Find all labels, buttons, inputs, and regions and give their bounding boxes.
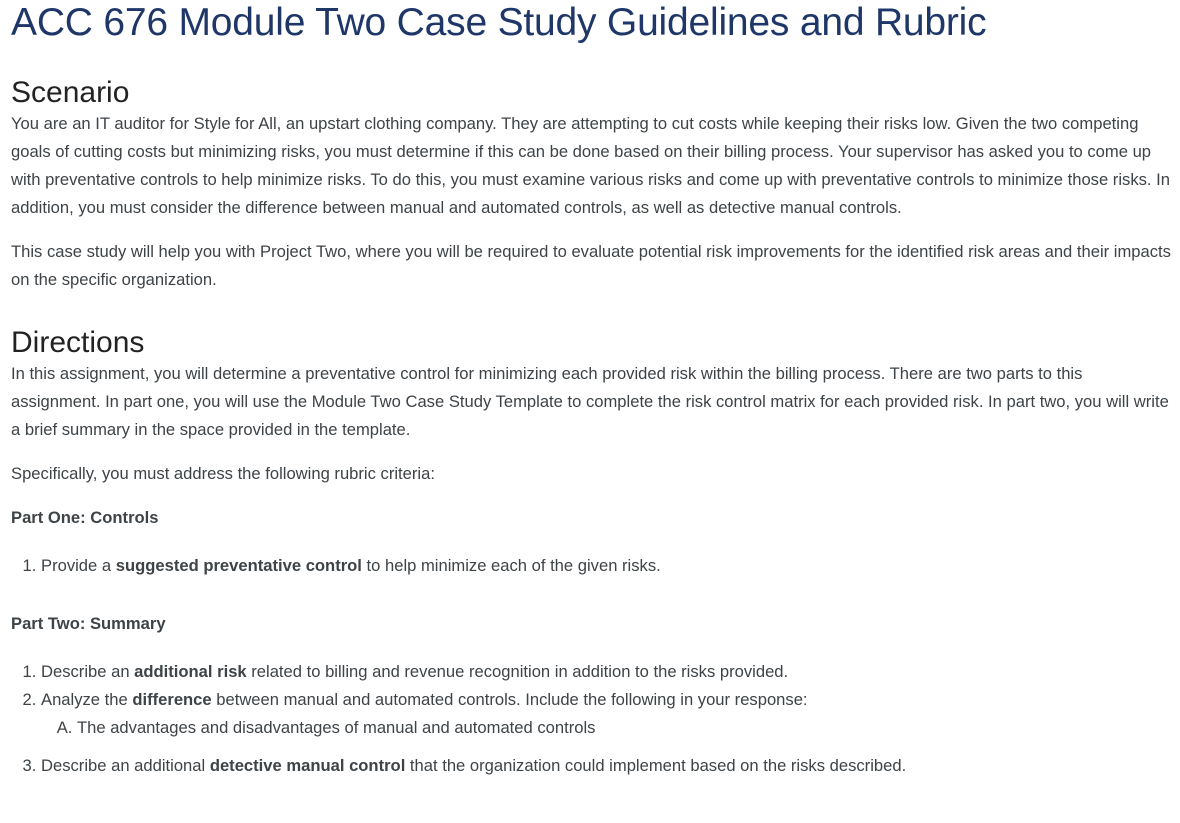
scenario-paragraph-2: This case study will help you with Project Two, where you will be required to evaluate potential risk improvements for the identified risk areas and their impacts on the specific organization. — [11, 242, 1171, 289]
directions-heading: Directions — [11, 326, 145, 359]
criteria-intro: Specifically, you must address the following rubric criteria: — [11, 464, 435, 483]
part-two-label: Part Two: Summary — [11, 614, 166, 633]
list-item: 1. Describe an additional risk related to billing and revenue recognition in addition to the risks provided. — [41, 658, 1172, 686]
list-item: 1. Provide a suggested preventative control to help minimize each of the given risks. — [41, 552, 1172, 580]
page-title: ACC 676 Module Two Case Study Guidelines and Rubric — [11, 1, 987, 44]
scenario-heading: Scenario — [11, 76, 130, 109]
part-one-label: Part One: Controls — [11, 508, 159, 527]
part-two-list — [11, 658, 1172, 780]
scenario-paragraph: You are an IT auditor for Style for All, an upstart clothing company. They are attempting to cut costs while keeping their risks low. Given the two competing goals of cutting costs but minimizing risks, you must determine if this can be done based on their billing process. Your supervisor has asked you to come up with preventative controls to help minimize risks. To do this, you must examine various risks and come up with preventative controls to minimize those risks. In addition, you must consider the difference between manual and automated controls, as well as detective manual controls. — [11, 114, 1170, 217]
directions-paragraph: In this assignment, you will determine a preventative control for minimizing each provided risk within the billing process. There are two parts to this assignment. In part one, you will use the Module Two Case Study Template to complete the risk control matrix for each provided risk. In part two, you will write a brief summary in the space provided in the template. — [11, 364, 1169, 439]
sub-list-item: A. The advantages and disadvantages of manual and automated controls — [77, 714, 1172, 742]
part-one-list — [11, 552, 1172, 580]
list-item: 3. Describe an additional detective manual control that the organization could implement based on the risks described. — [41, 752, 1172, 780]
list-item: 2. Analyze the difference between manual and automated controls. Include the following in your response: A. The advantages and disadvantages of manual and automated controls — [41, 686, 1172, 742]
